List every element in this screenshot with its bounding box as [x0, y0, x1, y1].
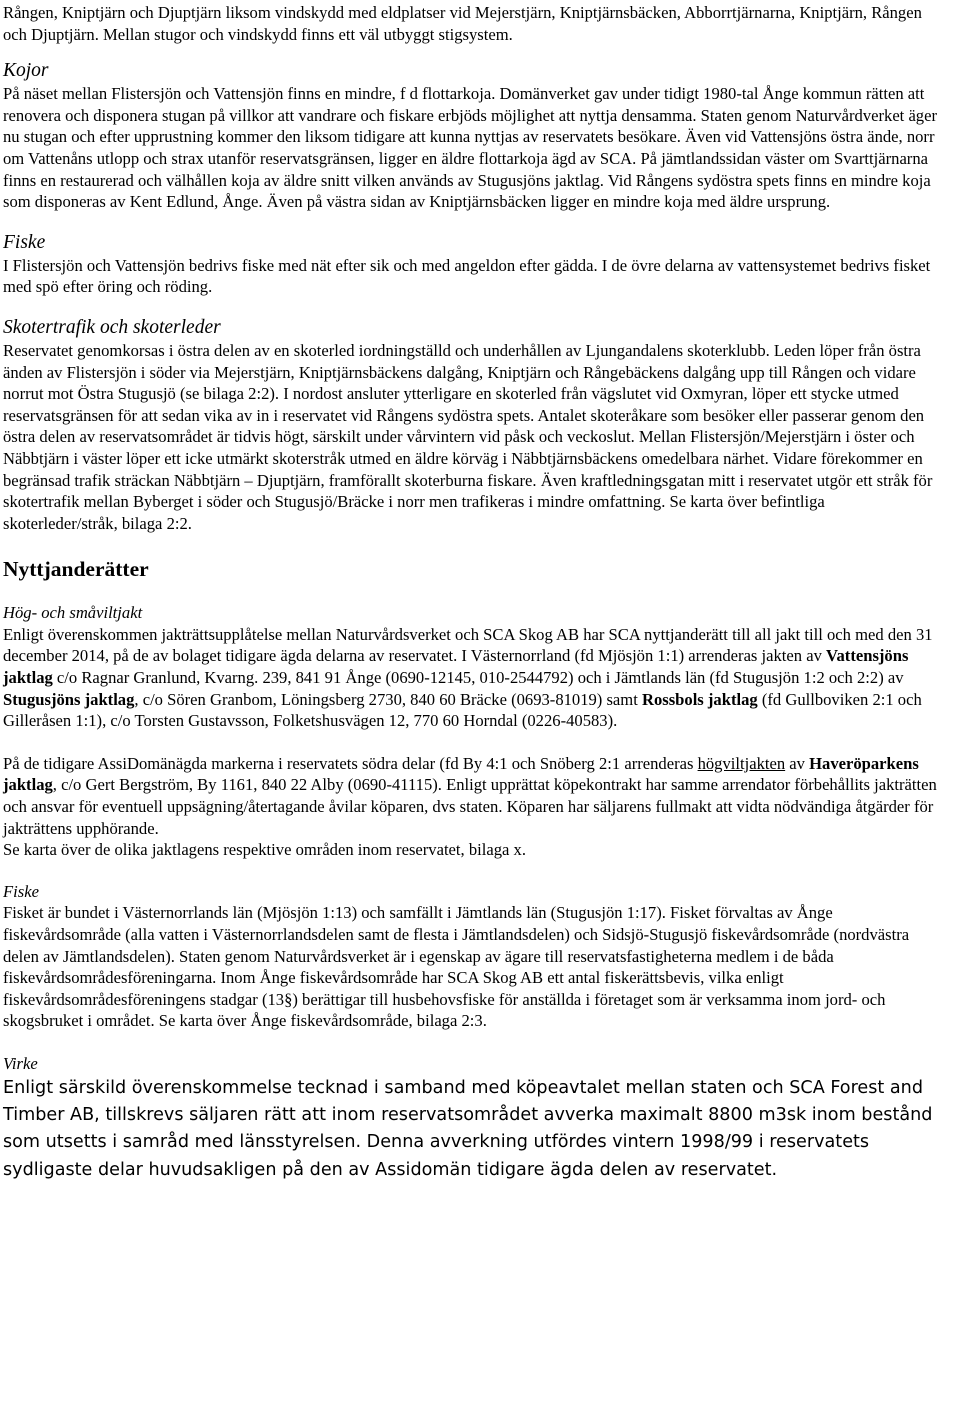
jaktlag-name: Stugusjöns jaktlag: [3, 689, 135, 709]
subsection-heading-virke: Virke: [3, 1053, 38, 1073]
section-heading-nyttjanderatter: Nyttjanderätter: [3, 557, 149, 582]
section-heading-skotertrafik: [3, 316, 943, 340]
jaktlag-name: Rossbols jaktlag: [641, 689, 758, 709]
section-heading-fiske: [3, 231, 943, 255]
heading-text: Skotertrafik och skoterleder: [3, 316, 221, 338]
jakt-map-reference: Se karta över de olika jaktlagens respektive områden inom reservatet, bilaga x.: [3, 840, 526, 860]
skotertrafik-paragraph: Reservatet genomkorsas i östra delen av en skoterled iordningställd och underhållen av Ljungandalens skoterklubb. Leden löper från östra änden av Flistersjön i söder via Mejerstjärn, Kniptjärnsbäckens dalgång, Kniptjärn och Rångebäckens dalgång upp till Rången och vidare norrut mot Östra Stugusjö (se bilaga 2:2). I nordost ansluter ytterligare en skoterled från vägslutet vid Oxmyran, löper ett stycke utmed reservatsgränsen för att sedan vika av in i reservatet vid Rångens sydöstra spets. Antalet skoteråkare som besöker eller passerar genom den östra delen av reservatsområdet är tidvis högt, särskilt under vårvintern vid påsk och veckoslut. Mellan Flistersjön/Mejerstjärn i öster och Näbbtjärn i väster löper ett icke utmärkt skoterstråk utmed en äldre körväg i Näbbtjärnsbäckens omedelbara närhet. Vidare förekommer en begränsad trafik sträckan Näbbtjärn – Djuptjärn, framförallt skoterburna fiskare. Även kraftledningsgatan mitt i reservatet utgör ett stråk för skotertrafik mellan Byberget i söder och Stugusjö/Bräcke i norr men trafikeras i mindre omfattning. Se karta över befintliga skoterleder/stråk, bilaga 2:2.: [3, 340, 933, 533]
jaktlag-name: Vattensjöns jaktlag: [3, 646, 909, 688]
jaktlag-name: Haveröparkens jaktlag: [3, 753, 919, 795]
jakt-text: , c/o Sören Granbom, Löningsberg 2730, 840 60 Bräcke (0693-81019) samt: [134, 689, 642, 709]
virke-paragraph: Enligt särskild överenskommelse tecknad i samband med köpeavtalet mellan staten och SCA Forest and Timber AB, tillskrevs säljaren rätt att inom reservatsområdet avverka maximalt 8800 m3sk inom bestånd som utsetts i samråd med länsstyrelsen. Denna avverkning utfördes vintern 1998/99 i reservatets sydligaste delar huvudsakligen på den av Assidomän tidigare ägda delen av reservatet.: [3, 1077, 933, 1180]
jakt-text: , c/o Gert Bergström, By 1161, 840 22 Alby (0690-41115). Enligt upprättat köpekontrakt har samme arrendator förbehållits jakträtten och ansvar för eventuell uppsägning/återtagande åvilar köparen, dvs staten. Köparen har säljarens fullmakt att vidta nödvändiga åtgärder för jakträttens upphörande.: [3, 775, 937, 838]
fiske-rights-paragraph: Fisket är bundet i Västernorrlands län (Mjösjön 1:13) och samfällt i Jämtlands län (Stugusjön 1:17). Fisket förvaltas av Ånge fiskevårdsområde (alla vatten i Västernorrlandsdelen samt de flesta i Jämtlandsdelen) och Sidsjö-Stugusjö fiskevårdsområde (nordvästra delen av Jämtlandsdelen). Staten genom Naturvårdsverket är i egenskap av ägare till reservatsfastigheterna medlem i de båda fiskevårdsområdesföreningarna. Inom Ånge fiskevårdsområde har SCA Skog AB ett antal fiskerättsbevis, vilka enligt fiskevårdsområdesföreningens stadgar (13§) berättigar till husbehovsfiske för anställda i företaget som är verksamma inom jord- och skogsbruket i området. Se karta över Ånge fiskevårdsområde, bilaga 2:3.: [3, 903, 910, 1031]
jakt-text: Enligt överenskommen jakträttsupplåtelse mellan Naturvårdsverket och SCA Skog AB har SCA nyttjanderätt till all jakt till och med den 31 december 2014, på de av bolaget tidigare ägda delarna av reservatet. I Västernorrland (fd Mjösjön 1:1) arrenderas jakten av: [3, 624, 933, 666]
jakt-text: c/o Ragnar Granlund, Kvarng. 239, 841 91 Ånge (0690-12145, 010-2544792) och i Jämtlands län (fd Stugusjön 1:2 och 2:2) av: [52, 668, 904, 688]
fiske-paragraph: I Flistersjön och Vattensjön bedrivs fiske med nät efter sik och med angeldon efter gädda. I de övre delarna av vattensystemet bedrivs fisket med spö efter öring och röding.: [3, 255, 931, 297]
hogviltjakten-underlined: högviltjakten: [697, 753, 786, 773]
document-page: [0, 2, 953, 1184]
subsection-heading-jakt: Hög- och småviltjakt: [3, 603, 143, 623]
subsection-heading-fiske: Fiske: [3, 881, 39, 901]
heading-text: Fiske: [3, 231, 46, 253]
heading-text: Kojor: [3, 60, 49, 82]
jakt-text: av: [785, 753, 810, 773]
jakt-text: (fd Gullboviken 2:1 och Gilleråsen 1:1), c/o Torsten Gustavsson, Folketshusvägen 12, 770 60 Horndal (0226-40583).: [3, 689, 922, 731]
intro-paragraph: Rången, Kniptjärn och Djuptjärn liksom vindskydd med eldplatser vid Mejerstjärn, Kniptjärnsbäcken, Abborrtjärnarna, Kniptjärn, Rången och Djuptjärn. Mellan stugor och vindskydd finns ett väl utbyggt stigsystem.: [3, 3, 922, 44]
jakt-text: På de tidigare AssiDomänägda markerna i reservatets södra delar (fd By 4:1 och Snöberg 2:1 arrenderas: [3, 753, 698, 773]
kojor-paragraph: På näset mellan Flistersjön och Vattensjön finns en mindre, f d flottarkoja. Domänverket gav under tidigt 1980-tal Ånge kommun rätten att renovera och disponera stugan på villkor att vandrare och fiskare erbjöds möjlighet att nyttja densamma. Staten genom Naturvårdverket äger nu stugan och efter upprustning kommer den liksom tidigare att kunna nyttjas av reservatets besökare. Även vid Vattensjöns östra ände, norr om Vattenåns utlopp och strax utanför reservatsgränsen, ligger en äldre flottarkoja ägd av SCA. På jämtlandssidan väster om Svarttjärnarna finns en restaurerad och välhållen koja av äldre snitt vilken används av Stugusjöns jaktlag. Vid Rångens sydöstra spets finns en mindre koja som disponeras av Kent Edlund, Ånge. Även på västra sidan av Kniptjärnsbäcken ligger en mindre koja med äldre ursprung.: [3, 84, 937, 212]
section-heading-kojor: [3, 59, 943, 83]
jakt-paragraph-2: [3, 753, 943, 861]
jakt-paragraph-1: [3, 624, 943, 732]
